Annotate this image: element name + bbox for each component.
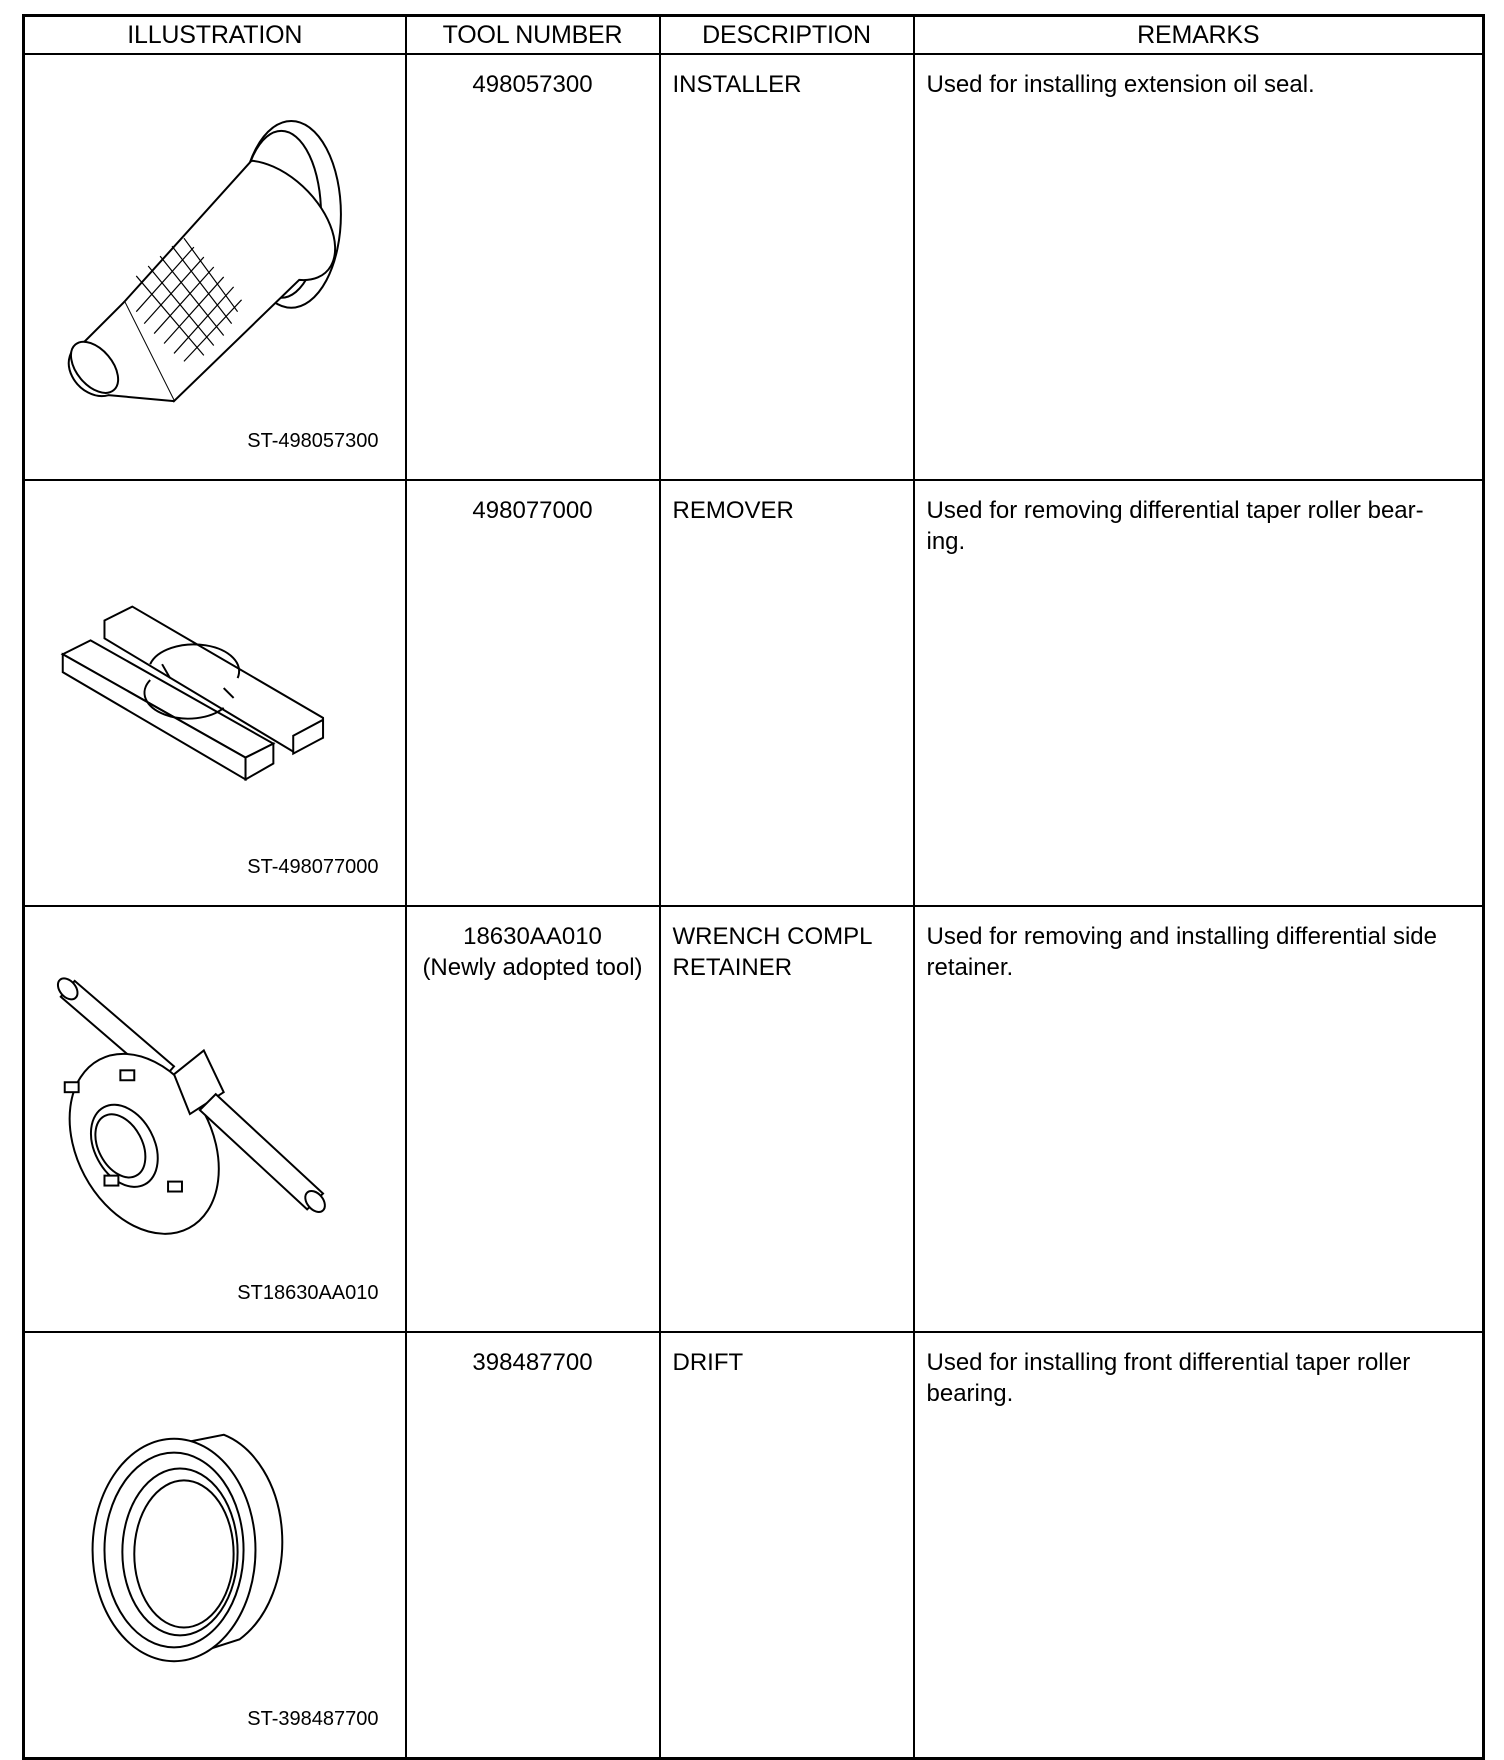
tool-number: 18630AA010 bbox=[463, 923, 602, 950]
remarks-line: ing. bbox=[926, 528, 966, 555]
description-line: DRIFT bbox=[672, 1349, 744, 1376]
remarks-cell bbox=[914, 1332, 1484, 1759]
table-row bbox=[24, 906, 1484, 1332]
illustration-cell bbox=[24, 54, 406, 480]
description-line: REMOVER bbox=[672, 497, 794, 524]
description-line: INSTALLER bbox=[672, 71, 802, 98]
wrench-icon bbox=[25, 907, 405, 1331]
installer-icon bbox=[25, 55, 405, 479]
remarks-line: bearing. bbox=[926, 1380, 1014, 1407]
description-line: WRENCH COMPL bbox=[672, 923, 873, 950]
tool-number: 498077000 bbox=[472, 497, 593, 524]
remarks-cell bbox=[914, 480, 1484, 906]
table-row bbox=[24, 1332, 1484, 1759]
remarks-line: Used for installing extension oil seal. bbox=[926, 71, 1315, 98]
header-description: DESCRIPTION bbox=[660, 16, 914, 55]
illustration-cell bbox=[24, 906, 406, 1332]
remarks-line: Used for removing and installing differential side bbox=[926, 923, 1438, 950]
remarks-line: Used for removing differential taper roller bear- bbox=[926, 497, 1424, 524]
tool-number-cell bbox=[406, 1332, 660, 1759]
tool-number: 498057300 bbox=[472, 71, 593, 98]
description-cell bbox=[660, 54, 914, 480]
table-row bbox=[24, 480, 1484, 906]
remarks-cell bbox=[914, 54, 1484, 480]
remarks-line: Used for installing front differential taper roller bbox=[926, 1349, 1411, 1376]
illustration-code: ST-498057300 bbox=[247, 430, 379, 452]
description-cell bbox=[660, 906, 914, 1332]
tool-number-note: (Newly adopted tool) bbox=[422, 954, 643, 981]
description-cell bbox=[660, 1332, 914, 1759]
illustration-cell bbox=[24, 480, 406, 906]
remarks-cell bbox=[914, 906, 1484, 1332]
remarks-line: retainer. bbox=[926, 954, 1014, 981]
tool-number-cell bbox=[406, 906, 660, 1332]
tool-number-cell bbox=[406, 54, 660, 480]
special-tools-table bbox=[22, 14, 1485, 1760]
description-line: RETAINER bbox=[672, 954, 793, 981]
illustration-cell bbox=[24, 1332, 406, 1759]
illustration-code: ST18630AA010 bbox=[237, 1282, 379, 1304]
tool-number-cell bbox=[406, 480, 660, 906]
illustration-code: ST-498077000 bbox=[247, 856, 379, 878]
header-remarks: REMARKS bbox=[914, 16, 1484, 55]
header-tool-number: TOOL NUMBER bbox=[406, 16, 660, 55]
illustration-code: ST-398487700 bbox=[247, 1708, 379, 1730]
table-row bbox=[24, 54, 1484, 480]
table-header-row bbox=[24, 16, 1484, 55]
remover-icon bbox=[25, 481, 405, 905]
description-cell bbox=[660, 480, 914, 906]
drift-icon bbox=[25, 1333, 405, 1757]
header-illustration: ILLUSTRATION bbox=[24, 16, 406, 55]
tool-number: 398487700 bbox=[472, 1349, 593, 1376]
